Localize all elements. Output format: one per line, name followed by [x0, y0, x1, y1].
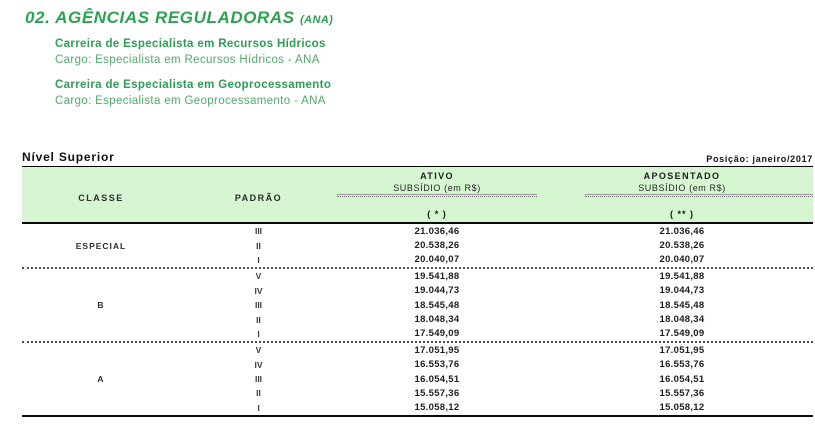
header-group-aposentado	[585, 167, 813, 222]
table-row	[180, 343, 813, 357]
header-ativo-note: ( * )	[427, 209, 447, 219]
aposentado-value-cell: 19.541,88	[659, 270, 705, 282]
group-rows	[180, 269, 813, 341]
header-column-gap	[537, 167, 585, 222]
padrao-cell: II	[256, 314, 261, 325]
aposentado-value-cell: 21.036,46	[659, 225, 705, 237]
ativo-value-cell: 19.044,73	[414, 285, 460, 297]
cargo-line: Cargo: Especialista em Recursos Hídricos - ANA	[55, 54, 320, 66]
group-rows	[180, 224, 813, 267]
table-row	[180, 401, 813, 415]
classe-cell: A	[97, 374, 105, 385]
cargo-line: Cargo: Especialista em Geoprocessamento - ANA	[55, 95, 326, 107]
aposentado-value-cell: 20.040,07	[659, 254, 705, 266]
header-aposentado-note: ( ** )	[670, 209, 694, 219]
career-block	[55, 77, 331, 109]
ativo-value-cell: 15.557,36	[414, 387, 460, 399]
aposentado-value-cell: 16.553,76	[659, 359, 705, 371]
header-padrao: PADRÃO	[234, 193, 283, 203]
position-date-label: Posição: janeiro/2017	[706, 154, 813, 164]
padrao-cell: III	[254, 374, 263, 385]
padrao-cell: I	[257, 254, 260, 265]
header-classe: CLASSE	[78, 193, 124, 203]
class-group	[22, 341, 813, 415]
padrao-cell: II	[256, 240, 261, 251]
padrao-cell: I	[257, 402, 260, 413]
table-body	[22, 224, 813, 417]
aposentado-value-cell: 18.545,48	[659, 299, 705, 311]
ativo-value-cell: 21.036,46	[414, 225, 460, 237]
table-row	[180, 312, 813, 326]
classe-cell: ESPECIAL	[75, 240, 127, 251]
padrao-cell: IV	[254, 359, 263, 370]
table-row	[180, 253, 813, 267]
aposentado-value-cell: 17.549,09	[659, 328, 705, 340]
ativo-value-cell: 16.553,76	[414, 359, 460, 371]
header-ativo-title: ATIVO	[420, 171, 454, 181]
aposentado-value-cell: 15.058,12	[659, 402, 705, 414]
table-row	[180, 386, 813, 400]
table-row	[180, 358, 813, 372]
ativo-value-cell: 17.051,95	[414, 344, 460, 356]
aposentado-value-cell: 20.538,26	[659, 240, 705, 252]
ativo-value-cell: 20.538,26	[414, 240, 460, 252]
header-aposentado-rule	[585, 194, 813, 197]
table-row	[180, 224, 813, 238]
classe-cell: B	[97, 300, 105, 311]
padrao-cell: III	[254, 226, 263, 237]
class-group	[22, 267, 813, 341]
table-row	[180, 327, 813, 341]
ativo-value-cell: 20.040,07	[414, 254, 460, 266]
aposentado-value-cell: 16.054,51	[659, 373, 705, 385]
level-label: Nível Superior	[22, 150, 115, 164]
ativo-value-cell: 17.549,09	[414, 328, 460, 340]
padrao-cell: V	[255, 271, 262, 282]
career-block	[55, 36, 331, 68]
header-group-ativo	[337, 167, 537, 222]
career-list	[55, 36, 331, 118]
aposentado-value-cell: 15.557,36	[659, 387, 705, 399]
table-header	[22, 167, 813, 224]
ativo-value-cell: 18.048,34	[414, 314, 460, 326]
aposentado-value-cell: 19.044,73	[659, 285, 705, 297]
padrao-cell: I	[257, 328, 260, 339]
page-title	[25, 8, 333, 28]
page-title-suffix: (ANA)	[300, 14, 334, 26]
aposentado-value-cell: 18.048,34	[659, 314, 705, 326]
table-row	[180, 284, 813, 298]
padrao-cell: II	[256, 388, 261, 399]
table-caption-row	[22, 146, 813, 167]
group-rows	[180, 343, 813, 415]
aposentado-value-cell: 17.051,95	[659, 344, 705, 356]
table-row	[180, 238, 813, 252]
table-row	[180, 372, 813, 386]
header-ativo-rule	[337, 194, 537, 197]
ativo-value-cell: 15.058,12	[414, 402, 460, 414]
header-aposentado-subsidio: SUBSÍDIO (em R$)	[638, 183, 726, 193]
ativo-value-cell: 19.541,88	[414, 270, 460, 282]
ativo-value-cell: 16.054,51	[414, 373, 460, 385]
table-row	[180, 269, 813, 283]
header-ativo-subsidio: SUBSÍDIO (em R$)	[393, 183, 481, 193]
padrao-cell: IV	[254, 285, 263, 296]
padrao-cell: V	[255, 345, 262, 356]
career-title: Carreira de Especialista em Recursos Hídricos	[55, 38, 326, 50]
page-title-text: 02. AGÊNCIAS REGULADORAS	[25, 8, 295, 27]
ativo-value-cell: 18.545,48	[414, 299, 460, 311]
table-row	[180, 298, 813, 312]
career-title: Carreira de Especialista em Geoprocessamento	[55, 79, 332, 91]
class-group	[22, 224, 813, 267]
salary-table	[22, 146, 813, 417]
header-aposentado-title: APOSENTADO	[643, 171, 721, 181]
padrao-cell: III	[254, 300, 263, 311]
